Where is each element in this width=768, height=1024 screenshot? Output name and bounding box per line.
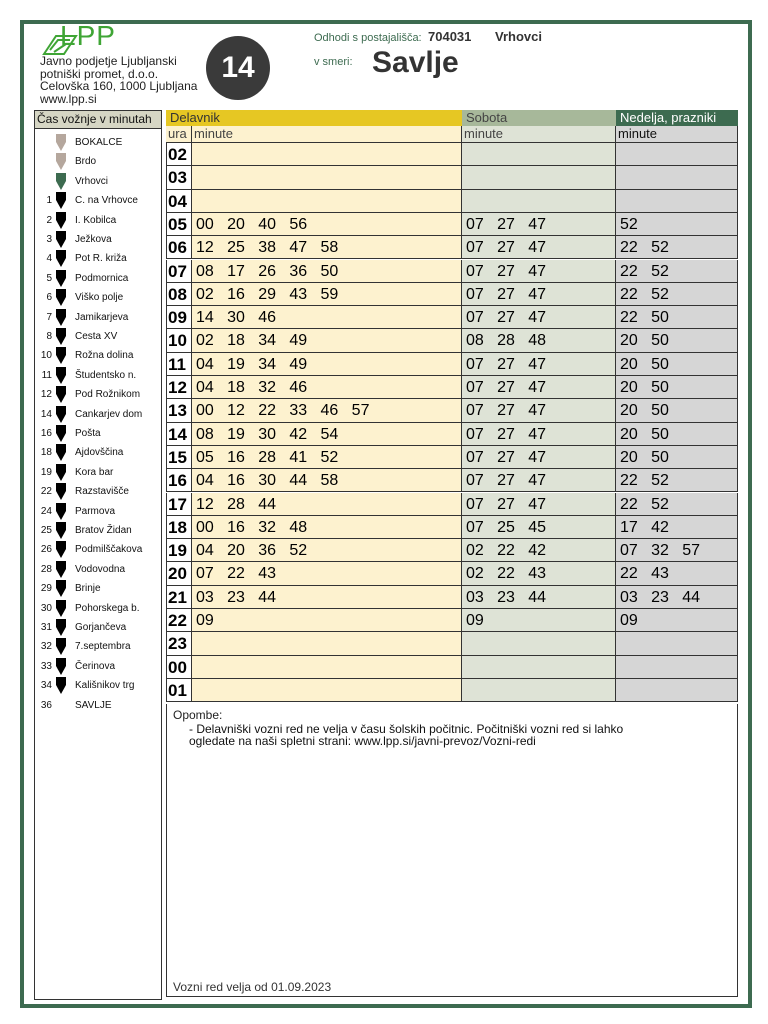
- direction-arrow-icon: [55, 522, 67, 539]
- hour-cell: 00: [166, 656, 192, 679]
- route-stop: [35, 424, 161, 443]
- saturday-cell: [462, 190, 616, 213]
- stop-minutes: 10: [40, 350, 52, 362]
- hour-cell: 19: [166, 539, 192, 562]
- hour-cell: 14: [166, 423, 192, 446]
- saturday-cell: [462, 166, 616, 189]
- stop-name-label: Viško polje: [75, 292, 124, 304]
- stop-name-label: I. Kobilca: [75, 214, 117, 226]
- stop-minutes: 32: [40, 641, 52, 653]
- direction-arrow-icon: [55, 386, 67, 403]
- route-panel-title: Čas vožnje v minutah: [35, 111, 161, 129]
- weekday-cell: 04 16 30 44 58: [192, 469, 462, 492]
- route-stop: [35, 637, 161, 656]
- direction-arrow-icon: [55, 444, 67, 461]
- stop-minutes: 24: [40, 505, 52, 517]
- stop-minutes: 22: [40, 486, 52, 498]
- direction-arrow-icon: [55, 483, 67, 500]
- sunday-cell: 22 52: [616, 493, 738, 516]
- stop-minutes: 4: [46, 253, 52, 265]
- timetable-frame: [20, 20, 752, 1008]
- timetable-row: [166, 306, 738, 329]
- weekday-minutes-label: minute: [192, 126, 462, 142]
- stop-name-label: Pot R. križa: [75, 253, 127, 265]
- saturday-cell: [462, 679, 616, 702]
- saturday-cell: 09: [462, 609, 616, 632]
- sunday-cell: [616, 656, 738, 679]
- stop-minutes: 28: [40, 563, 52, 575]
- stop-name-label: Ježkova: [75, 234, 112, 245]
- direction-arrow-icon: [55, 270, 67, 287]
- route-stop: [35, 482, 161, 501]
- route-stop: [35, 618, 161, 637]
- direction-arrow-icon: [55, 153, 67, 170]
- hour-column-label: ura: [166, 126, 192, 142]
- direction-arrow-icon: [55, 561, 67, 578]
- timetable-row: [166, 260, 738, 283]
- saturday-cell: 07 27 47: [462, 213, 616, 236]
- route-stop: [35, 366, 161, 385]
- weekday-cell: [192, 190, 462, 213]
- stop-minutes: 26: [40, 544, 52, 556]
- direction-arrow-icon: [55, 600, 67, 617]
- stop-name-label: C. na Vrhovce: [75, 195, 138, 207]
- sunday-cell: 20 50: [616, 399, 738, 422]
- weekday-cell: [192, 143, 462, 166]
- hour-cell: 23: [166, 632, 192, 655]
- hour-cell: 15: [166, 446, 192, 469]
- direction-arrow-icon: [55, 289, 67, 306]
- timetable-row: [166, 656, 738, 679]
- sunday-cell: 22 52: [616, 469, 738, 492]
- timetable-row: [166, 632, 738, 655]
- hour-cell: 04: [166, 190, 192, 213]
- direction-arrow-icon: [55, 309, 67, 326]
- stop-minutes: 30: [40, 602, 52, 614]
- weekday-cell: 04 18 32 46: [192, 376, 462, 399]
- stop-name-label: Ajdovščina: [75, 447, 124, 459]
- route-stop: [35, 327, 161, 346]
- sunday-cell: 03 23 44: [616, 586, 738, 609]
- notes-box: [166, 704, 738, 997]
- direction-arrow-icon: [55, 638, 67, 655]
- weekday-cell: 02 18 34 49: [192, 329, 462, 352]
- weekday-cell: 04 19 34 49: [192, 353, 462, 376]
- direction-arrow-icon: [55, 347, 67, 364]
- hour-cell: 08: [166, 283, 192, 306]
- stop-minutes: 5: [46, 272, 52, 284]
- hour-cell: 05: [166, 213, 192, 236]
- sunday-cell: [616, 190, 738, 213]
- saturday-cell: 08 28 48: [462, 329, 616, 352]
- sunday-minutes-label: minute: [616, 126, 738, 142]
- direction-arrow-icon: [55, 425, 67, 442]
- hour-cell: 09: [166, 306, 192, 329]
- timetable-row: [166, 609, 738, 632]
- sunday-cell: [616, 143, 738, 166]
- timetable-row: [166, 166, 738, 189]
- timetable-row: [166, 469, 738, 492]
- stop-minutes: 36: [40, 699, 52, 711]
- hour-cell: 21: [166, 586, 192, 609]
- weekday-cell: 00 16 32 48: [192, 516, 462, 539]
- stop-name-label: Cesta XV: [75, 331, 118, 342]
- direction-arrow-icon: [55, 367, 67, 384]
- company-info: Javno podjetje Ljubljanski potniški promet, d.o.o. Celovška 160, 1000 Ljubljana www.lpp.si: [40, 54, 198, 106]
- route-stop: [35, 152, 161, 171]
- notes-text: - Delavniški vozni red ne velja v času šolskih počitnic. Počitniški vozni red si lahko ogledate na naši spletni strani: www.lpp.si/javni-prevoz/Vozni-redi: [189, 722, 624, 748]
- stop-name-label: Pohorskega b.: [75, 602, 140, 614]
- saturday-minutes-label: minute: [462, 126, 616, 142]
- route-stop: [35, 308, 161, 327]
- timetable-row: [166, 446, 738, 469]
- saturday-cell: 07 25 45: [462, 516, 616, 539]
- hour-cell: 12: [166, 376, 192, 399]
- timetable-row: [166, 236, 738, 259]
- stop-minutes: 31: [40, 622, 52, 633]
- direction-label: v smeri:: [314, 56, 353, 68]
- stop-name-label: Gorjančeva: [75, 622, 127, 633]
- sunday-cell: [616, 632, 738, 655]
- stop-name-label: Cankarjev dom: [75, 408, 143, 420]
- timetable-row: [166, 190, 738, 213]
- weekday-cell: [192, 166, 462, 189]
- saturday-cell: 07 27 47: [462, 236, 616, 259]
- weekday-cell: [192, 656, 462, 679]
- route-stop: [35, 249, 161, 268]
- hour-cell: 17: [166, 493, 192, 516]
- stop-minutes: 14: [40, 408, 52, 420]
- stop-name-label: Podmilščakova: [75, 544, 143, 556]
- timetable-row: [166, 493, 738, 516]
- timetable-row: [166, 399, 738, 422]
- stop-name-label: Pošta: [75, 428, 101, 439]
- direction-arrow-icon: [55, 231, 67, 248]
- logo-text: LPP: [60, 20, 116, 51]
- timetable-row: [166, 283, 738, 306]
- stop-name-label: Študentsko n.: [75, 369, 137, 381]
- weekday-cell: 08 17 26 36 50: [192, 260, 462, 283]
- stop-minutes: 33: [40, 660, 52, 672]
- timetable-row: [166, 376, 738, 399]
- hour-cell: 20: [166, 562, 192, 585]
- stop-minutes: 34: [40, 680, 52, 692]
- stop-name-label: 7.septembra: [75, 641, 131, 653]
- sunday-cell: 22 43: [616, 562, 738, 585]
- direction-arrow-icon: [55, 658, 67, 675]
- timetable-rows: [166, 142, 738, 700]
- saturday-cell: 02 22 43: [462, 562, 616, 585]
- route-stop: [35, 579, 161, 598]
- weekday-cell: 12 25 38 47 58: [192, 236, 462, 259]
- weekday-cell: 09: [192, 609, 462, 632]
- stop-name-label: Parmova: [75, 505, 116, 517]
- direction-arrow-icon: [55, 406, 67, 423]
- timetable-row: [166, 353, 738, 376]
- saturday-cell: 07 27 47: [462, 306, 616, 329]
- sunday-cell: 22 50: [616, 306, 738, 329]
- stop-name-label: Vrhovci: [75, 175, 108, 187]
- direction-arrow-icon: [55, 464, 67, 481]
- sunday-cell: 07 32 57: [616, 539, 738, 562]
- stop-minutes: 12: [40, 389, 52, 401]
- stop-minutes: 1: [46, 195, 52, 207]
- weekday-cell: 02 16 29 43 59: [192, 283, 462, 306]
- hour-cell: 11: [166, 353, 192, 376]
- saturday-cell: 07 27 47: [462, 469, 616, 492]
- route-stop: [35, 540, 161, 559]
- hour-cell: 02: [166, 143, 192, 166]
- weekday-cell: 05 16 28 41 52: [192, 446, 462, 469]
- saturday-cell: 07 27 47: [462, 260, 616, 283]
- stop-name-label: Kora bar: [75, 466, 114, 478]
- route-stop: [35, 230, 161, 249]
- timetable-row: [166, 329, 738, 352]
- route-stop: [35, 696, 161, 715]
- weekday-cell: 07 22 43: [192, 562, 462, 585]
- saturday-cell: [462, 632, 616, 655]
- route-stop: [35, 502, 161, 521]
- direction-arrow-icon: [55, 619, 67, 636]
- stop-minutes: 11: [41, 369, 52, 381]
- sunday-cell: 22 52: [616, 236, 738, 259]
- hour-cell: 16: [166, 469, 192, 492]
- direction-arrow-icon: [55, 328, 67, 345]
- saturday-cell: 07 27 47: [462, 493, 616, 516]
- weekday-cell: 14 30 46: [192, 306, 462, 329]
- route-stop: [35, 211, 161, 230]
- stop-name-label: Razstavišče: [75, 486, 129, 498]
- stop-name-label: Rožna dolina: [75, 350, 134, 362]
- route-panel: [34, 110, 162, 1000]
- saturday-cell: 07 27 47: [462, 399, 616, 422]
- saturday-cell: 07 27 47: [462, 423, 616, 446]
- route-stop: [35, 676, 161, 695]
- sunday-cell: 20 50: [616, 329, 738, 352]
- route-stop: [35, 385, 161, 404]
- sunday-cell: 52: [616, 213, 738, 236]
- hour-cell: 10: [166, 329, 192, 352]
- hour-cell: 03: [166, 166, 192, 189]
- direction-arrow-icon: [55, 541, 67, 558]
- hour-cell: 13: [166, 399, 192, 422]
- sunday-cell: 20 50: [616, 446, 738, 469]
- sunday-cell: 20 50: [616, 376, 738, 399]
- line-number-badge: 14: [206, 36, 270, 100]
- sunday-cell: 22 52: [616, 283, 738, 306]
- stop-minutes: 19: [40, 466, 52, 478]
- saturday-header: Sobota: [462, 110, 616, 126]
- timetable-row: [166, 423, 738, 446]
- stop-name-label: Podmornica: [75, 272, 129, 284]
- timetable-row: [166, 143, 738, 166]
- notes-title: Opombe:: [173, 708, 223, 722]
- hour-cell: 07: [166, 260, 192, 283]
- route-stop: [35, 191, 161, 210]
- stop-name-label: Vodovodna: [75, 563, 126, 575]
- saturday-cell: 07 27 47: [462, 446, 616, 469]
- weekday-cell: 00 12 22 33 46 57: [192, 399, 462, 422]
- route-stop: [35, 599, 161, 618]
- sunday-cell: [616, 679, 738, 702]
- route-stop: [35, 288, 161, 307]
- weekday-cell: 00 20 40 56: [192, 213, 462, 236]
- sunday-cell: 20 50: [616, 423, 738, 446]
- timetable-row: [166, 539, 738, 562]
- route-stop: [35, 133, 161, 152]
- stop-minutes: 2: [46, 214, 52, 226]
- stop-name-label: SAVLJE: [75, 699, 112, 711]
- stop-code: 704031: [428, 29, 472, 44]
- stop-name: Vrhovci: [495, 29, 542, 44]
- route-stop: [35, 172, 161, 191]
- stop-minutes: 25: [40, 525, 52, 536]
- stop-name-label: Kališnikov trg: [75, 680, 135, 692]
- weekday-cell: 08 19 30 42 54: [192, 423, 462, 446]
- saturday-cell: 07 27 47: [462, 376, 616, 399]
- sunday-cell: 09: [616, 609, 738, 632]
- stop-minutes: 16: [40, 428, 52, 439]
- timetable-row: [166, 516, 738, 539]
- weekday-cell: 04 20 36 52: [192, 539, 462, 562]
- direction-arrow-icon: [55, 677, 67, 694]
- stop-name-label: BOKALCE: [75, 137, 123, 148]
- weekday-cell: 12 28 44: [192, 493, 462, 516]
- saturday-cell: [462, 656, 616, 679]
- stop-minutes: 6: [46, 292, 52, 304]
- direction-name: Savlje: [372, 46, 459, 79]
- timetable-row: [166, 586, 738, 609]
- timetable-row: [166, 562, 738, 585]
- stop-name-label: Čerinova: [75, 660, 116, 672]
- saturday-cell: 07 27 47: [462, 283, 616, 306]
- route-stop: [35, 560, 161, 579]
- hour-cell: 22: [166, 609, 192, 632]
- weekday-cell: 03 23 44: [192, 586, 462, 609]
- hour-cell: 18: [166, 516, 192, 539]
- sunday-cell: 17 42: [616, 516, 738, 539]
- weekday-cell: [192, 632, 462, 655]
- route-stop: [35, 521, 161, 540]
- direction-arrow-icon: [55, 192, 67, 209]
- weekday-cell: [192, 679, 462, 702]
- stop-minutes: 8: [46, 331, 52, 342]
- direction-arrow-icon: [55, 503, 67, 520]
- stop-minutes: 7: [46, 311, 52, 323]
- direction-arrow-icon: [55, 580, 67, 597]
- hour-cell: 06: [166, 236, 192, 259]
- hour-cell: 01: [166, 679, 192, 702]
- stop-minutes: 18: [40, 447, 52, 459]
- saturday-cell: [462, 143, 616, 166]
- valid-from: Vozni red velja od 01.09.2023: [173, 980, 332, 994]
- route-stop: [35, 346, 161, 365]
- route-stop: [35, 657, 161, 676]
- timetable-row: [166, 679, 738, 702]
- stop-minutes: 3: [46, 234, 52, 245]
- stop-minutes: 29: [40, 583, 52, 595]
- stop-name-label: Bratov Židan: [75, 525, 132, 536]
- stop-name-label: Brdo: [75, 156, 97, 168]
- route-stop: [35, 269, 161, 288]
- sunday-cell: 22 52: [616, 260, 738, 283]
- direction-arrow-icon: [55, 173, 67, 190]
- stop-name-label: Jamikarjeva: [75, 311, 129, 323]
- direction-arrow-icon: [55, 250, 67, 267]
- saturday-cell: 07 27 47: [462, 353, 616, 376]
- saturday-cell: 02 22 42: [462, 539, 616, 562]
- stop-label: Odhodi s postajališča:: [314, 32, 422, 44]
- sunday-cell: [616, 166, 738, 189]
- sunday-header: Nedelja, prazniki: [616, 110, 738, 126]
- direction-arrow-icon: [55, 212, 67, 229]
- saturday-cell: 03 23 44: [462, 586, 616, 609]
- sunday-cell: 20 50: [616, 353, 738, 376]
- weekday-header: Delavnik: [166, 110, 462, 126]
- direction-arrow-icon: [55, 134, 67, 151]
- stop-name-label: Brinje: [75, 583, 101, 595]
- route-stop: [35, 405, 161, 424]
- timetable-row: [166, 213, 738, 236]
- route-stop: [35, 443, 161, 462]
- route-stop: [35, 463, 161, 482]
- stop-name-label: Pod Rožnikom: [75, 389, 141, 401]
